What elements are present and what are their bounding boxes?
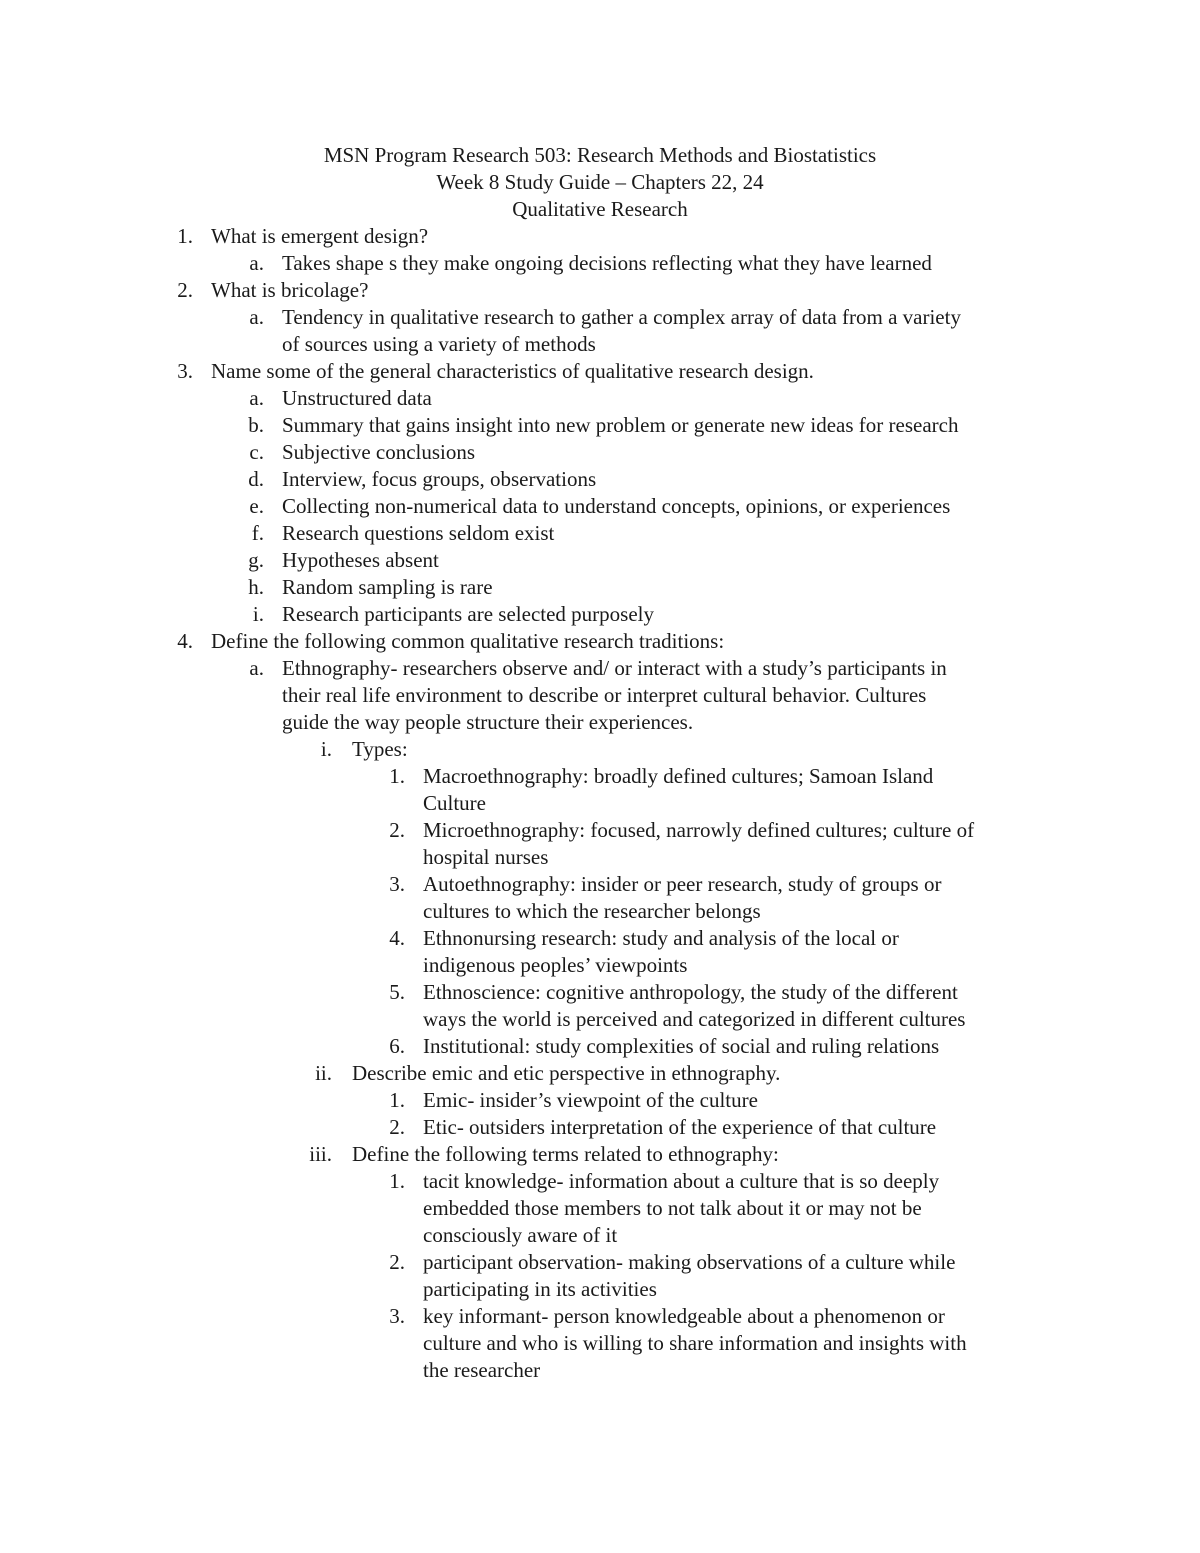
section-title: Qualitative Research — [512, 197, 688, 221]
outline-line — [0, 817, 1200, 844]
list-item-text: indigenous peoples’ viewpoints — [423, 953, 688, 977]
outline-line — [0, 304, 1200, 331]
list-marker: 1. — [389, 764, 405, 788]
list-item-text: Hypotheses absent — [282, 548, 439, 572]
outline-line — [0, 1330, 1200, 1357]
outline-line — [0, 1033, 1200, 1060]
list-marker: 3. — [177, 359, 193, 383]
outline-line — [0, 1249, 1200, 1276]
outline-line — [0, 493, 1200, 520]
outline-line — [0, 358, 1200, 385]
list-marker: 1. — [177, 224, 193, 248]
list-marker: a. — [249, 386, 264, 410]
outline-line — [0, 574, 1200, 601]
list-item-text: Research questions seldom exist — [282, 521, 555, 545]
list-item-text: Types: — [352, 737, 408, 761]
outline-line — [0, 979, 1200, 1006]
list-marker: f. — [251, 521, 264, 545]
outline-line — [0, 385, 1200, 412]
list-item-text: Random sampling is rare — [282, 575, 493, 599]
outline-line — [0, 277, 1200, 304]
list-item-text: Summary that gains insight into new problem or generate new ideas for research — [282, 413, 959, 437]
list-item-text: Microethnography: focused, narrowly defined cultures; culture of — [423, 818, 975, 842]
list-marker: 2. — [389, 818, 405, 842]
list-marker: iii. — [309, 1142, 332, 1166]
outline-line — [0, 682, 1200, 709]
list-item-text: Institutional: study complexities of social and ruling relations — [423, 1034, 940, 1058]
outline-line — [0, 844, 1200, 871]
outline-line — [0, 331, 1200, 358]
list-item-text: tacit knowledge- information about a culture that is so deeply — [423, 1169, 940, 1193]
list-item-text: Define the following common qualitative research traditions: — [211, 629, 725, 653]
list-marker: i. — [252, 602, 264, 626]
outline-line — [0, 628, 1200, 655]
list-item-text: their real life environment to describe or interpret cultural behavior. Cultures — [282, 683, 927, 707]
list-item-text: What is emergent design? — [211, 224, 429, 248]
list-marker: 2. — [177, 278, 193, 302]
outline-line — [0, 736, 1200, 763]
list-item-text: Interview, focus groups, observations — [282, 467, 597, 491]
list-marker: a. — [249, 656, 264, 680]
outline-line — [0, 1087, 1200, 1114]
list-item-text: Tendency in qualitative research to gather a complex array of data from a variety — [282, 305, 961, 329]
list-marker: 2. — [389, 1115, 405, 1139]
list-item-text: Research participants are selected purposely — [282, 602, 655, 626]
outline-line — [0, 1357, 1200, 1384]
list-item-text: Macroethnography: broadly defined cultures; Samoan Island — [423, 764, 934, 788]
list-item-text: What is bricolage? — [211, 278, 369, 302]
outline-line — [0, 1060, 1200, 1087]
outline-line — [0, 223, 1200, 250]
list-marker: b. — [248, 413, 264, 437]
list-marker: h. — [248, 575, 264, 599]
list-marker: 1. — [389, 1169, 405, 1193]
outline-line — [0, 1222, 1200, 1249]
list-marker: 1. — [389, 1088, 405, 1112]
list-item-text: participating in its activities — [423, 1277, 657, 1301]
list-item-text: Culture — [423, 791, 486, 815]
outline-line — [0, 952, 1200, 979]
list-item-text: Ethnoscience: cognitive anthropology, the study of the different — [423, 980, 958, 1004]
list-item-text: Define the following terms related to ethnography: — [352, 1142, 779, 1166]
list-item-text: Name some of the general characteristics of qualitative research design. — [211, 359, 814, 383]
document-header — [0, 142, 1200, 223]
list-item-text: hospital nurses — [423, 845, 549, 869]
outline-line — [0, 1303, 1200, 1330]
list-marker: d. — [248, 467, 264, 491]
list-marker: 3. — [389, 1304, 405, 1328]
outline-line — [0, 1195, 1200, 1222]
list-item-text: cultures to which the researcher belongs — [423, 899, 761, 923]
list-item-text: Collecting non-numerical data to understand concepts, opinions, or experiences — [282, 494, 951, 518]
list-item-text: Etic- outsiders interpretation of the experience of that culture — [423, 1115, 937, 1139]
list-marker: i. — [320, 737, 332, 761]
outline-line — [0, 1276, 1200, 1303]
list-item-text: the researcher — [423, 1358, 541, 1382]
outline-line — [0, 871, 1200, 898]
list-item-text: key informant- person knowledgeable about a phenomenon or — [423, 1304, 945, 1328]
outline-line — [0, 655, 1200, 682]
list-item-text: culture and who is willing to share information and insights with — [423, 1331, 967, 1355]
list-marker: ii. — [315, 1061, 332, 1085]
list-marker: 6. — [389, 1034, 405, 1058]
list-item-text: Autoethnography: insider or peer research, study of groups or — [423, 872, 942, 896]
list-marker: 2. — [389, 1250, 405, 1274]
list-item-text: Ethnonursing research: study and analysis of the local or — [423, 926, 899, 950]
outline-line — [0, 898, 1200, 925]
outline-line — [0, 439, 1200, 466]
outline-line — [0, 466, 1200, 493]
outline-line — [0, 1114, 1200, 1141]
list-marker: g. — [248, 548, 264, 572]
outline-line — [0, 763, 1200, 790]
outline-line — [0, 1141, 1200, 1168]
list-marker: a. — [249, 305, 264, 329]
outline-line — [0, 250, 1200, 277]
list-marker: 3. — [389, 872, 405, 896]
list-item-text: of sources using a variety of methods — [282, 332, 596, 356]
list-marker: 4. — [389, 926, 405, 950]
list-item-text: Takes shape s they make ongoing decisions reflecting what they have learned — [282, 251, 932, 275]
outline-line — [0, 412, 1200, 439]
outline-line — [0, 601, 1200, 628]
list-item-text: Emic- insider’s viewpoint of the culture — [423, 1088, 758, 1112]
list-marker: 4. — [177, 629, 193, 653]
outline-line — [0, 547, 1200, 574]
course-title: MSN Program Research 503: Research Methods and Biostatistics — [323, 143, 877, 167]
study-guide-outline — [0, 223, 1200, 1384]
outline-line — [0, 520, 1200, 547]
list-item-text: Describe emic and etic perspective in ethnography. — [352, 1061, 781, 1085]
list-marker: 5. — [389, 980, 405, 1004]
outline-line — [0, 709, 1200, 736]
list-item-text: Ethnography- researchers observe and/ or interact with a study’s participants in — [282, 656, 947, 680]
list-item-text: embedded those members to not talk about it or may not be — [423, 1196, 922, 1220]
guide-title: Week 8 Study Guide – Chapters 22, 24 — [436, 170, 764, 194]
list-item-text: consciously aware of it — [423, 1223, 618, 1247]
outline-line — [0, 790, 1200, 817]
list-marker: e. — [249, 494, 264, 518]
list-item-text: Unstructured data — [282, 386, 432, 410]
list-item-text: ways the world is perceived and categorized in different cultures — [423, 1007, 966, 1031]
list-item-text: Subjective conclusions — [282, 440, 476, 464]
list-item-text: guide the way people structure their experiences. — [282, 710, 694, 734]
list-marker: c. — [249, 440, 264, 464]
list-item-text: participant observation- making observations of a culture while — [423, 1250, 956, 1274]
outline-line — [0, 1006, 1200, 1033]
list-marker: a. — [249, 251, 264, 275]
outline-line — [0, 1168, 1200, 1195]
outline-line — [0, 925, 1200, 952]
